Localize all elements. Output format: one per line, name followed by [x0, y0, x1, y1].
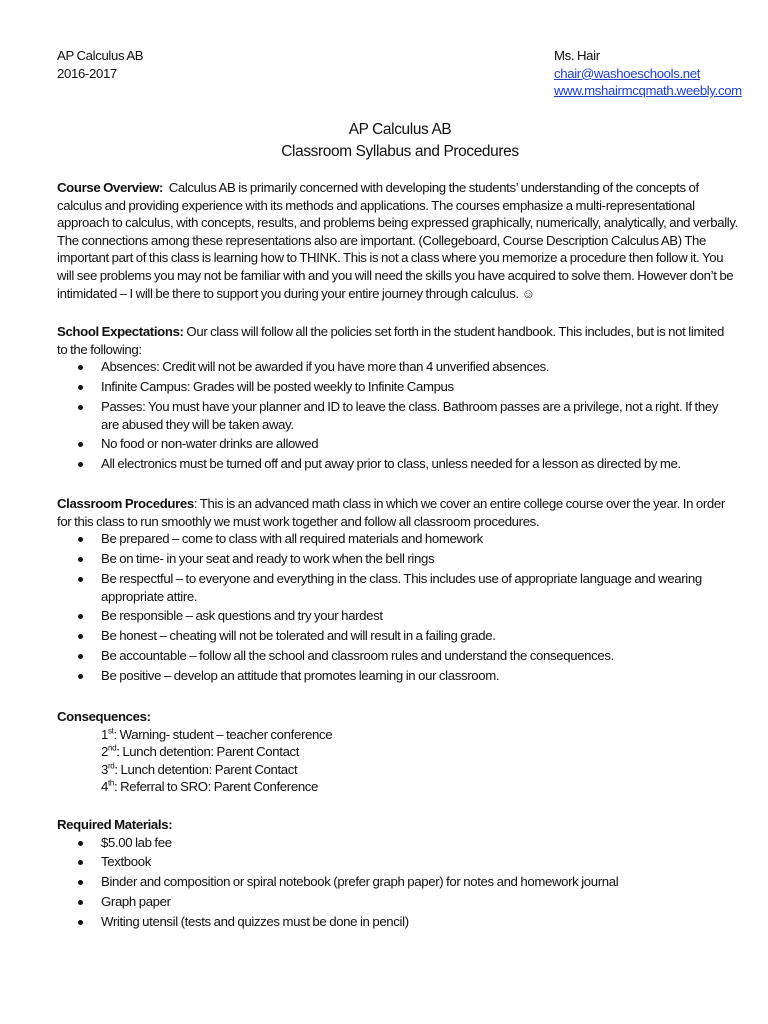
teacher-website-link[interactable]: www.mshairmcqmath.weebly.com	[554, 83, 742, 99]
consequence-item	[57, 761, 747, 779]
list-item-text: No food or non-water drinks are allowed	[101, 436, 319, 452]
bullet-icon	[78, 634, 83, 639]
bullet-icon	[78, 385, 83, 390]
overview-line: will see problems you may not be familiar with and you will need the skills you have acquired to solve them. However don’t be	[57, 267, 734, 283]
list-item	[57, 647, 747, 665]
consequence-text: : Lunch detention: Parent Contact	[114, 761, 298, 777]
bullet-icon	[78, 880, 83, 885]
bullet-icon	[78, 654, 83, 659]
list-item-text: Be accountable – follow all the school and classroom rules and understand the consequences.	[101, 648, 614, 664]
consequence-text: : Lunch detention: Parent Contact	[116, 744, 300, 760]
list-item	[57, 913, 747, 931]
bullet-icon	[78, 614, 83, 619]
list-item	[57, 435, 747, 453]
overview-line: approach to calculus, with concepts, results, and problems being expressed graphically, numerically, analytically, and verbally.	[57, 215, 738, 231]
bullet-icon	[78, 920, 83, 925]
required-materials-label: Required Materials:	[57, 817, 173, 832]
list-item-text: appropriate attire.	[101, 588, 198, 604]
required-materials-section	[57, 816, 747, 933]
classroom-procedures-intro	[57, 495, 747, 530]
list-item	[57, 667, 747, 685]
overview-line: intimidated – I will be there to support you during your entire journey through calculus. ☺	[57, 285, 535, 301]
list-item	[57, 398, 747, 433]
list-item-text: Be prepared – come to class with all required materials and homework	[101, 531, 483, 547]
bullet-icon	[78, 900, 83, 905]
bullet-icon	[78, 860, 83, 865]
list-item-text: Be positive – develop an attitude that promotes learning in our classroom.	[101, 668, 500, 684]
list-item-text: Be honest – cheating will not be tolerated and will result in a failing grade.	[101, 628, 496, 644]
classroom-procedures-section	[57, 495, 747, 687]
school-expectations-intro	[57, 323, 747, 358]
intro-line: : This is an advanced math class in which we cover an entire college course over the year. In order	[193, 496, 725, 511]
title-course: AP Calculus AB	[348, 121, 452, 138]
bullet-icon	[78, 405, 83, 410]
list-item	[57, 358, 747, 376]
list-item	[57, 378, 747, 396]
consequence-ordinal: nd	[107, 743, 117, 753]
list-item-text: Be respectful – to everyone and everything in the class. This includes use of appropriate language and wearing	[101, 570, 702, 586]
list-item-text: $5.00 lab fee	[101, 834, 172, 850]
consequences-section	[57, 708, 747, 796]
classroom-procedures-list	[57, 530, 747, 685]
list-item	[57, 570, 747, 605]
header-course-info	[57, 47, 143, 82]
consequence-item	[57, 778, 747, 796]
course-overview-label: Course Overview:	[57, 180, 164, 195]
teacher-email-link[interactable]: chair@washoeschools.net	[554, 65, 701, 81]
header-course-name: AP Calculus AB	[57, 48, 144, 63]
consequences-label: Consequences:	[57, 709, 151, 724]
bullet-icon	[78, 557, 83, 562]
consequence-number: 3	[101, 761, 108, 777]
bullet-icon	[78, 841, 83, 846]
overview-line: calculus and providing experience with its methods and applications. The courses emphasize a multi-representational	[57, 197, 695, 213]
list-item-text: Textbook	[101, 854, 151, 870]
list-item	[57, 530, 747, 548]
list-item	[57, 627, 747, 645]
consequence-item	[57, 743, 747, 761]
list-item	[57, 607, 747, 625]
list-item-text: Absences: Credit will not be awarded if you have more than 4 unverified absences.	[101, 359, 550, 375]
list-item-text: Be responsible – ask questions and try your hardest	[101, 608, 383, 624]
consequence-item	[57, 726, 747, 744]
list-item-text: Binder and composition or spiral notebook (prefer graph paper) for notes and homework journal	[101, 874, 619, 890]
bullet-icon	[78, 577, 83, 582]
course-overview-section	[57, 179, 747, 302]
list-item	[57, 893, 747, 911]
list-item	[57, 455, 747, 473]
header-school-year: 2016-2017	[57, 65, 117, 81]
classroom-procedures-label: Classroom Procedures	[57, 496, 194, 511]
intro-line: Our class will follow all the policies set forth in the student handbook. This includes, but is not limited	[183, 324, 724, 339]
consequence-number: 2	[101, 744, 108, 760]
bullet-icon	[78, 537, 83, 542]
course-overview-paragraph	[57, 179, 747, 302]
list-item	[57, 834, 747, 852]
list-item	[57, 873, 747, 891]
school-expectations-section	[57, 323, 747, 475]
consequence-ordinal: rd	[107, 761, 115, 771]
overview-line: Calculus AB is primarily concerned with developing the students’ understanding of the concepts of	[168, 180, 699, 195]
school-expectations-label: School Expectations:	[57, 324, 184, 339]
overview-line: The connections among these representations also are important. (Collegeboard, Course Description Calculus AB) The	[57, 232, 707, 248]
school-expectations-list	[57, 358, 747, 473]
teacher-name: Ms. Hair	[554, 48, 600, 63]
list-item-text: Passes: You must have your planner and ID to leave the class. Bathroom passes are a privilege, not a right. If they	[101, 398, 719, 414]
list-item-text: All electronics must be turned off and put away prior to class, unless needed for a lesson as directed by me.	[101, 456, 681, 472]
overview-line: important part of this class is learning how to THINK. This is not a class where you memorize a procedure then follow it. You	[57, 250, 724, 266]
consequence-ordinal: th	[107, 778, 114, 788]
required-materials-list	[57, 834, 747, 931]
list-item	[57, 550, 747, 568]
bullet-icon	[78, 365, 83, 370]
consequence-number: 1	[101, 726, 108, 742]
list-item-text: Writing utensil (tests and quizzes must be done in pencil)	[101, 914, 409, 930]
consequence-text: : Referral to SRO: Parent Conference	[113, 779, 319, 795]
intro-line: to the following:	[57, 341, 142, 357]
list-item-text: Graph paper	[101, 894, 171, 910]
title-subtitle: Classroom Syllabus and Procedures	[281, 142, 519, 160]
consequence-ordinal: st	[107, 726, 114, 736]
consequence-number: 4	[101, 779, 108, 795]
list-item-text: Infinite Campus: Grades will be posted weekly to Infinite Campus	[101, 379, 454, 395]
document-title	[0, 119, 768, 162]
list-item-text: are abused they will be taken away.	[101, 416, 294, 432]
list-item-text: Be on time- in your seat and ready to work when the bell rings	[101, 551, 435, 567]
bullet-icon	[78, 442, 83, 447]
consequence-text: : Warning- student – teacher conference	[113, 726, 333, 742]
header-teacher-info	[554, 47, 742, 100]
list-item	[57, 853, 747, 871]
bullet-icon	[78, 674, 83, 679]
intro-line: for this class to run smoothly we must work together and follow all classroom procedures.	[57, 513, 540, 529]
bullet-icon	[78, 462, 83, 467]
